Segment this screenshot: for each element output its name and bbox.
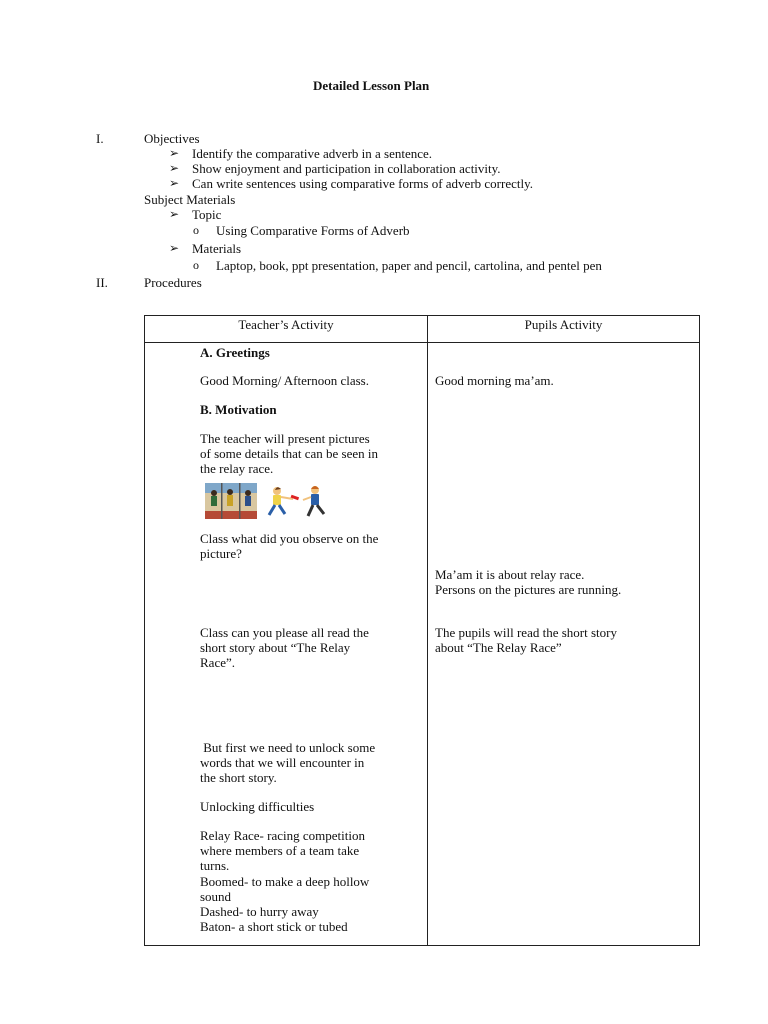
arrow-bullet-icon: ➢	[169, 146, 180, 160]
materials-text: Laptop, book, ppt presentation, paper and pencil, cartolina, and pentel pen	[216, 258, 602, 273]
procedures-table	[144, 315, 700, 946]
topic-label: Topic	[192, 207, 222, 222]
teacher-greeting: Good Morning/ Afternoon class.	[200, 373, 369, 388]
pupil-observe-line: Persons on the pictures are running.	[435, 582, 622, 597]
pupils-activity-cell	[428, 343, 700, 946]
section-numeral-2: II.	[96, 275, 108, 290]
teacher-activity-cell	[145, 343, 428, 946]
observe-line: Class what did you observe on the	[200, 531, 379, 546]
arrow-bullet-icon: ➢	[169, 207, 180, 221]
observe-line: picture?	[200, 546, 242, 561]
vocab-line: Relay Race- racing competition	[200, 828, 365, 843]
teacher-activity-header: Teacher’s Activity	[145, 316, 428, 343]
circle-bullet-icon: o	[193, 258, 199, 272]
vocab-line: turns.	[200, 858, 230, 873]
relay-race-picture	[205, 483, 335, 519]
pupil-greeting: Good morning ma’am.	[435, 373, 554, 388]
arrow-bullet-icon: ➢	[169, 161, 180, 175]
page-title: Detailed Lesson Plan	[313, 78, 430, 93]
subject-materials-heading: Subject Materials	[144, 192, 236, 207]
section-numeral-1: I.	[96, 131, 104, 146]
objectives-heading: Objectives	[144, 131, 200, 146]
pupil-read-line: The pupils will read the short story	[435, 625, 617, 640]
read-story-line: short story about “The Relay	[200, 640, 351, 655]
objective-item: Identify the comparative adverb in a sentence.	[192, 146, 433, 161]
arrow-bullet-icon: ➢	[169, 176, 180, 190]
vocab-line: Baton- a short stick or tubed	[200, 919, 348, 934]
vocab-line: Dashed- to hurry away	[200, 904, 319, 919]
topic-text: Using Comparative Forms of Adverb	[216, 223, 410, 238]
objective-item: Can write sentences using comparative forms of adverb correctly.	[192, 176, 534, 191]
motivation-line: of some details that can be seen in	[200, 446, 378, 461]
motivation-line: The teacher will present pictures	[200, 431, 370, 446]
materials-label: Materials	[192, 241, 242, 256]
greetings-heading: A. Greetings	[200, 345, 270, 360]
vocab-line: Boomed- to make a deep hollow	[200, 874, 370, 889]
unlock-line: But first we need to unlock some	[200, 740, 376, 755]
objective-item: Show enjoyment and participation in collaboration activity.	[192, 161, 501, 176]
motivation-heading: B. Motivation	[200, 402, 277, 417]
read-story-line: Race”.	[200, 655, 236, 670]
pupil-observe-line: Ma’am it is about relay race.	[435, 567, 585, 582]
read-story-line: Class can you please all read the	[200, 625, 369, 640]
unlocking-difficulties-label: Unlocking difficulties	[200, 799, 315, 814]
procedures-heading: Procedures	[144, 275, 202, 290]
unlock-line: words that we will encounter in	[200, 755, 365, 770]
vocab-line: where members of a team take	[200, 843, 360, 858]
vocab-line: sound	[200, 889, 232, 904]
pupils-activity-header: Pupils Activity	[428, 316, 700, 343]
pupil-read-line: about “The Relay Race”	[435, 640, 562, 655]
motivation-line: the relay race.	[200, 461, 274, 476]
unlock-line: the short story.	[200, 770, 277, 785]
arrow-bullet-icon: ➢	[169, 241, 180, 255]
circle-bullet-icon: o	[193, 223, 199, 237]
